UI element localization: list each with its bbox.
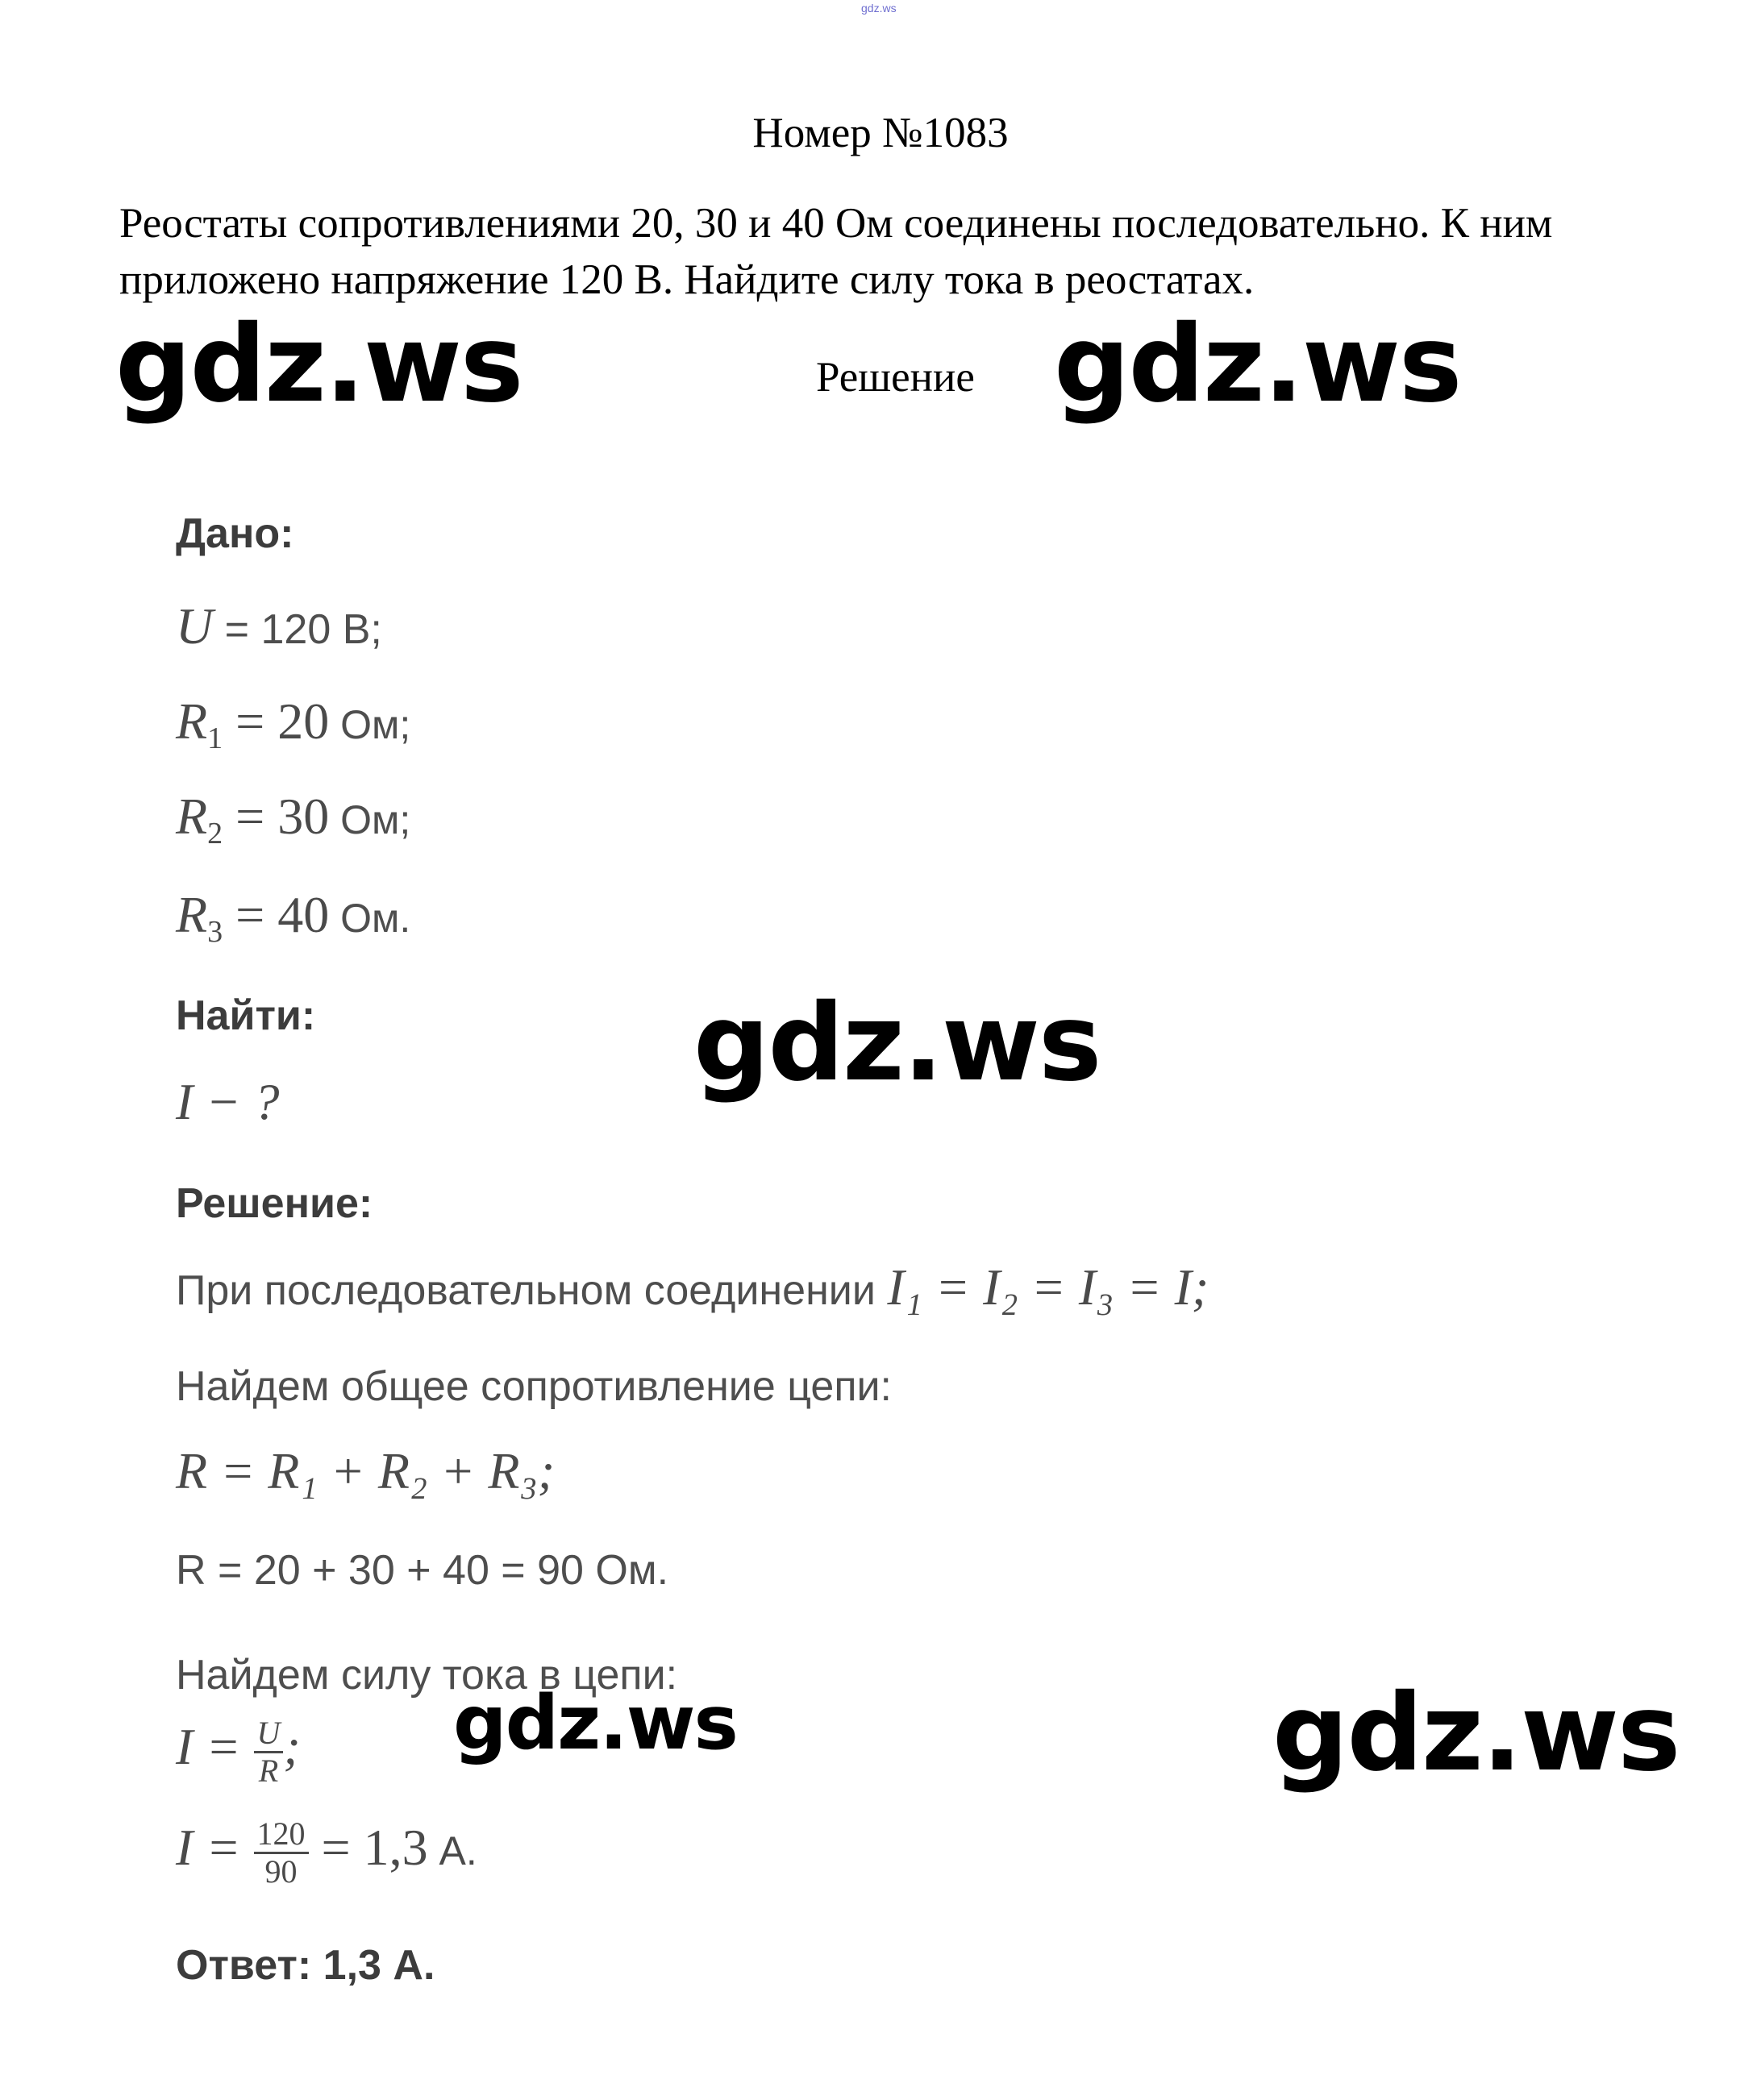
calc-unit: А.: [427, 1828, 477, 1874]
watermark: gdz.ws: [1054, 302, 1461, 426]
r2-subscript: 2: [207, 817, 223, 850]
r3-subscript: 3: [207, 915, 223, 949]
r3-unit: Ом.: [329, 896, 411, 941]
watermark: gdz.ws: [115, 302, 522, 426]
current-calculation: [176, 1815, 477, 1890]
series-text: При последовательном соединении: [176, 1267, 876, 1314]
r1-subscript: 1: [207, 721, 223, 755]
top-watermark: gdz.ws: [861, 2, 897, 15]
answer: Ответ: 1,3 А.: [176, 1942, 435, 1989]
ohm-law-formula: [176, 1717, 301, 1787]
current-text: Найдем силу тока в цепи:: [176, 1652, 678, 1699]
calc-denominator: 90: [264, 1853, 298, 1890]
given-label: Дано:: [176, 510, 294, 557]
calc-result: = 1,3: [308, 1819, 428, 1877]
resistance-sum-formula: R = R₁ + R₂ + R₃;: [176, 1442, 555, 1499]
r2-value: = 30: [223, 788, 330, 845]
calc-numerator: 120: [254, 1818, 309, 1854]
series-formula: I₁ = I₂ = I₃ = I;: [887, 1258, 1209, 1316]
given-voltage: [176, 597, 382, 656]
watermark: gdz.ws: [1272, 1671, 1680, 1795]
series-statement: [176, 1258, 1209, 1317]
watermark: gdz.ws: [453, 1679, 737, 1766]
total-resistance-text: Найдем общее сопротивление цепи:: [176, 1363, 892, 1410]
calc-fraction: [254, 1815, 309, 1890]
r1-symbol: R: [176, 692, 208, 750]
ohm-numerator: U: [254, 1717, 284, 1753]
voltage-value: = 120 В;: [213, 606, 382, 653]
ohm-fraction: [254, 1717, 284, 1787]
ohm-end: ;: [283, 1718, 301, 1776]
problem-statement: Реостаты сопротивлениями 20, 30 и 40 Ом соединены последовательно. К ним приложено напряжение 120 В. Найдите силу тока в реостатах.: [119, 200, 1553, 303]
find-expression: I − ?: [176, 1073, 280, 1130]
solution-label: Решение:: [176, 1180, 373, 1227]
find-label: Найти:: [176, 992, 316, 1039]
given-r1: [176, 692, 410, 756]
calc-lhs: I =: [176, 1819, 254, 1877]
ohm-lhs: I =: [176, 1718, 254, 1776]
resistance-value-formula: R = 20 + 30 + 40 = 90 Ом.: [176, 1547, 669, 1594]
solution-heading: Решение: [816, 354, 975, 401]
page-title: Номер №1083: [752, 110, 1009, 156]
voltage-symbol: U: [176, 597, 214, 655]
r2-symbol: R: [176, 788, 208, 845]
r3-value: = 40: [223, 886, 330, 943]
given-r3: [176, 885, 410, 950]
r2-unit: Ом;: [329, 797, 411, 842]
watermark: gdz.ws: [693, 981, 1101, 1105]
r1-unit: Ом;: [329, 702, 411, 747]
r3-symbol: R: [176, 886, 208, 943]
ohm-denominator: R: [258, 1753, 279, 1789]
given-r2: [176, 787, 410, 851]
r1-value: = 20: [223, 692, 330, 750]
